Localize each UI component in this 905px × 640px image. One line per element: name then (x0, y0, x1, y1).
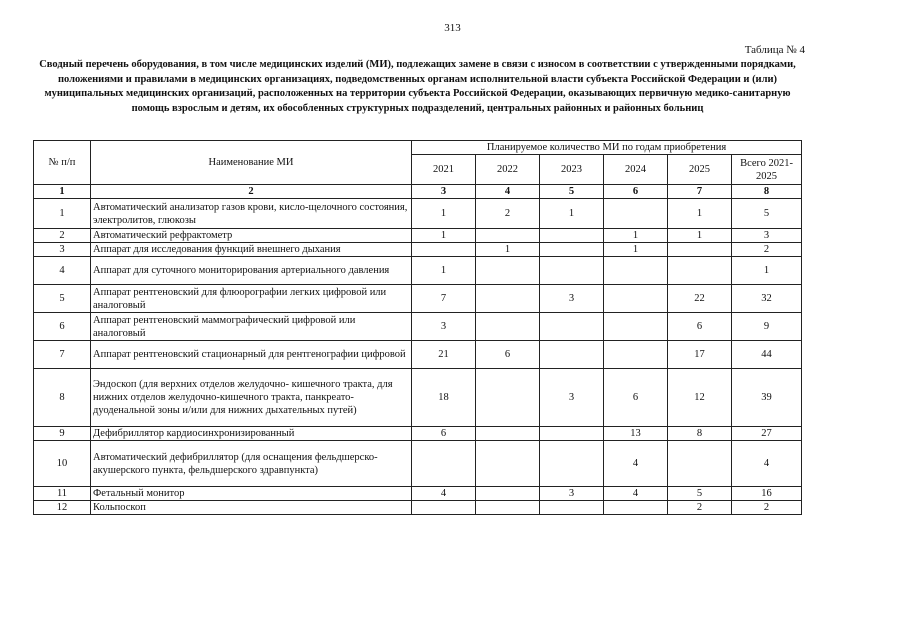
qty-2025: 5 (668, 487, 732, 501)
qty-2021 (412, 243, 476, 257)
index-cell: 1 (34, 185, 91, 199)
qty-2024: 1 (604, 229, 668, 243)
table-row (34, 487, 802, 501)
qty-2025: 1 (668, 229, 732, 243)
qty-2022: 2 (476, 199, 540, 229)
header-year-2025: 2025 (668, 155, 732, 185)
qty-2021: 1 (412, 257, 476, 285)
qty-2023 (540, 257, 604, 285)
index-cell: 8 (732, 185, 802, 199)
row-number: 5 (34, 285, 91, 313)
equipment-name: Дефибриллятор кардиосинхронизированный (91, 427, 412, 441)
qty-2024 (604, 285, 668, 313)
table-row (34, 441, 802, 487)
equipment-name: Аппарат для суточного мониторирования артериального давления (91, 257, 412, 285)
header-year-2021: 2021 (412, 155, 476, 185)
qty-2022 (476, 441, 540, 487)
qty-2023 (540, 341, 604, 369)
qty-2022 (476, 257, 540, 285)
qty-2024 (604, 501, 668, 515)
table-row (34, 199, 802, 229)
qty-2022 (476, 369, 540, 427)
qty-2025: 22 (668, 285, 732, 313)
table-row (34, 285, 802, 313)
qty-2023: 3 (540, 369, 604, 427)
table-row (34, 229, 802, 243)
qty-2024: 13 (604, 427, 668, 441)
table-label: Таблица № 4 (744, 44, 805, 56)
equipment-name: Автоматический дефибриллятор (для оснащения фельдшерско-акушерского пункта, фельдшерского здравпункта) (91, 441, 412, 487)
qty-2022 (476, 501, 540, 515)
qty-2024: 4 (604, 441, 668, 487)
header-planned: Планируемое количество МИ по годам приобретения (412, 141, 802, 155)
row-number: 4 (34, 257, 91, 285)
qty-total: 44 (732, 341, 802, 369)
equipment-name: Аппарат для исследования функций внешнего дыхания (91, 243, 412, 257)
qty-2024 (604, 341, 668, 369)
index-cell: 4 (476, 185, 540, 199)
row-number: 8 (34, 369, 91, 427)
header-total: Всего 2021-2025 (732, 155, 802, 185)
row-number: 10 (34, 441, 91, 487)
qty-2021: 1 (412, 199, 476, 229)
qty-2023 (540, 501, 604, 515)
qty-total: 4 (732, 441, 802, 487)
row-number: 1 (34, 199, 91, 229)
table-row (34, 501, 802, 515)
qty-total: 32 (732, 285, 802, 313)
qty-2024 (604, 257, 668, 285)
qty-2023 (540, 229, 604, 243)
qty-2025 (668, 243, 732, 257)
qty-2023 (540, 313, 604, 341)
qty-2021: 4 (412, 487, 476, 501)
index-cell: 3 (412, 185, 476, 199)
qty-2025 (668, 441, 732, 487)
row-number: 11 (34, 487, 91, 501)
row-number: 12 (34, 501, 91, 515)
qty-2025: 12 (668, 369, 732, 427)
header-name: Наименование МИ (91, 141, 412, 185)
header-year-2023: 2023 (540, 155, 604, 185)
qty-2024: 4 (604, 487, 668, 501)
qty-2022 (476, 427, 540, 441)
qty-2021: 7 (412, 285, 476, 313)
row-number: 3 (34, 243, 91, 257)
qty-2023: 1 (540, 199, 604, 229)
qty-2022 (476, 313, 540, 341)
qty-2024 (604, 199, 668, 229)
qty-2025 (668, 257, 732, 285)
table-row (34, 243, 802, 257)
qty-2025: 8 (668, 427, 732, 441)
qty-2021 (412, 501, 476, 515)
equipment-name: Автоматический рефрактометр (91, 229, 412, 243)
equipment-name: Эндоскоп (для верхних отделов желудочно- кишечного тракта, для нижних отделов желудочно-кишечного тракта, панкреато-дуоденальной зоны и/или для нижних дыхательных путей) (91, 369, 412, 427)
qty-2025: 2 (668, 501, 732, 515)
index-cell: 2 (91, 185, 412, 199)
qty-total: 2 (732, 501, 802, 515)
qty-total: 9 (732, 313, 802, 341)
qty-2022: 1 (476, 243, 540, 257)
qty-2021: 21 (412, 341, 476, 369)
qty-2022: 6 (476, 341, 540, 369)
qty-2021: 3 (412, 313, 476, 341)
row-number: 9 (34, 427, 91, 441)
equipment-table (33, 140, 802, 515)
qty-2021: 18 (412, 369, 476, 427)
qty-total: 27 (732, 427, 802, 441)
row-number: 6 (34, 313, 91, 341)
equipment-name: Кольпоскоп (91, 501, 412, 515)
index-cell: 7 (668, 185, 732, 199)
header-year-2022: 2022 (476, 155, 540, 185)
qty-2024: 6 (604, 369, 668, 427)
qty-2025: 1 (668, 199, 732, 229)
qty-2023: 3 (540, 487, 604, 501)
column-index-row (34, 185, 802, 199)
equipment-name: Автоматический анализатор газов крови, кисло-щелочного состояния, электролитов, глюкозы (91, 199, 412, 229)
page-number: 313 (444, 22, 461, 34)
table-row (34, 313, 802, 341)
index-cell: 5 (540, 185, 604, 199)
qty-2025: 17 (668, 341, 732, 369)
qty-total: 39 (732, 369, 802, 427)
qty-2021: 1 (412, 229, 476, 243)
qty-2023 (540, 441, 604, 487)
qty-2021 (412, 441, 476, 487)
index-cell: 6 (604, 185, 668, 199)
table-row (34, 341, 802, 369)
header-num: № п/п (34, 141, 91, 185)
qty-2022 (476, 285, 540, 313)
equipment-name: Аппарат рентгеновский маммографический цифровой или аналоговый (91, 313, 412, 341)
qty-2023 (540, 243, 604, 257)
qty-2021: 6 (412, 427, 476, 441)
table-row (34, 369, 802, 427)
qty-total: 3 (732, 229, 802, 243)
row-number: 2 (34, 229, 91, 243)
qty-2025: 6 (668, 313, 732, 341)
table-row (34, 427, 802, 441)
qty-2022 (476, 229, 540, 243)
qty-2024 (604, 313, 668, 341)
document-title: Сводный перечень оборудования, в том числе медицинских изделий (МИ), подлежащих замене в связи с износом в соответствии с утвержденными порядками, положениями и правилами в медицинских организациях, подведомственных органам исполнительной власти субъекта Российской Федерации и (или) муниципальных медицинских организаций, расположенных на территории субъекта Российской Федерации, оказывающих первичную медико-санитарную помощь взрослым и детям, их обособленных структурных подразделений, центральных районных и районных больниц (39, 59, 796, 114)
table-row (34, 257, 802, 285)
equipment-name: Аппарат рентгеновский стационарный для рентгенографии цифровой (91, 341, 412, 369)
qty-2022 (476, 487, 540, 501)
qty-2023: 3 (540, 285, 604, 313)
qty-total: 1 (732, 257, 802, 285)
equipment-name: Аппарат рентгеновский для флюорографии легких цифровой или аналоговый (91, 285, 412, 313)
qty-total: 2 (732, 243, 802, 257)
row-number: 7 (34, 341, 91, 369)
qty-total: 16 (732, 487, 802, 501)
header-year-2024: 2024 (604, 155, 668, 185)
qty-2024: 1 (604, 243, 668, 257)
equipment-name: Фетальный монитор (91, 487, 412, 501)
qty-2023 (540, 427, 604, 441)
qty-total: 5 (732, 199, 802, 229)
